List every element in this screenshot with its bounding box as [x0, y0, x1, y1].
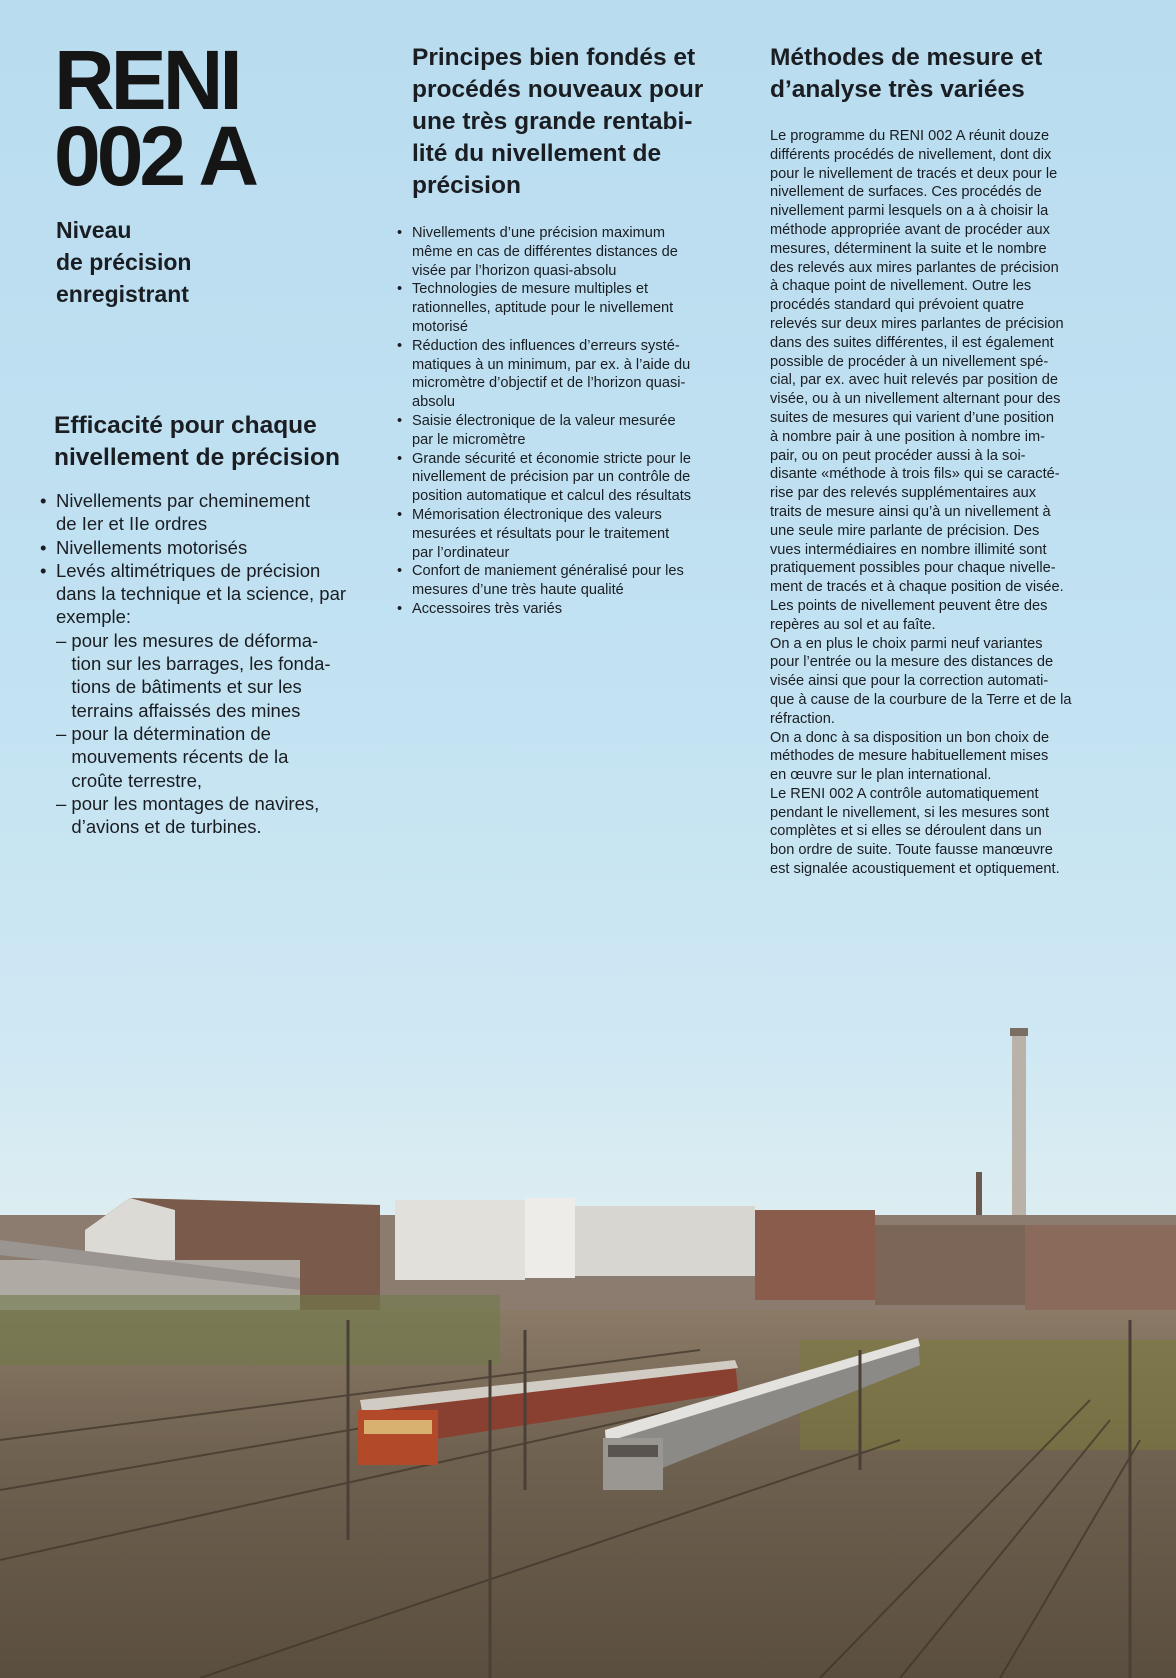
- text-line: [770, 484, 1072, 503]
- line-text: On a en plus le choix parmi neuf variantes: [770, 635, 1043, 652]
- line-text: Les points de nivellement peuvent être des: [770, 597, 1048, 614]
- title-line: 002 A: [54, 109, 256, 203]
- bullet-icon: •: [397, 412, 403, 429]
- text-line: [770, 785, 1072, 804]
- heading-line: précision: [412, 172, 521, 199]
- line-text: Levés altimétriques de précision: [56, 559, 321, 581]
- text-line: [770, 616, 1072, 635]
- line-text: tion sur les barrages, les fonda-: [56, 653, 331, 675]
- line-text: Mémorisation électronique des valeurs: [412, 506, 662, 523]
- text-line: [770, 409, 1072, 428]
- line-text: – pour les mesures de déforma-: [56, 629, 319, 651]
- line-text: en œuvre sur le plan international.: [770, 767, 992, 784]
- line-text: à chaque point de nivellement. Outre les: [770, 278, 1032, 295]
- text-line: [770, 296, 1072, 315]
- text-line: [770, 146, 1072, 165]
- section3-heading: [770, 42, 1042, 106]
- heading-line: une très grande rentabi-: [412, 108, 693, 135]
- bullet-item-line: [397, 337, 691, 356]
- text-line: [770, 841, 1072, 860]
- text-line: [770, 353, 1072, 372]
- line-text: mouvements récents de la: [56, 746, 289, 768]
- line-text: nivellement de surfaces. Ces procédés de: [770, 184, 1042, 201]
- text-line: [770, 334, 1072, 353]
- heading-line: Efficacité pour chaque: [54, 412, 317, 439]
- text-line: [770, 390, 1072, 409]
- line-text: procédés standard qui prévoient quatre: [770, 297, 1024, 314]
- text-line: [770, 522, 1072, 541]
- bullet-item-line: [397, 562, 691, 581]
- bullet-item-line: [397, 280, 691, 299]
- bullet-icon: •: [40, 559, 47, 581]
- bullet-item-line: [40, 489, 346, 512]
- line-text: différents procédés de nivellement, dont dix: [770, 146, 1052, 163]
- line-text: de Ier et IIe ordres: [56, 513, 208, 535]
- text-line: [412, 544, 691, 563]
- bullet-icon: •: [397, 225, 403, 241]
- line-text: relevés sur deux mires parlantes de précision: [770, 315, 1064, 332]
- text-line: [770, 371, 1072, 390]
- line-text: Nivellements d’une précision maximum: [412, 225, 666, 241]
- line-text: ment de tracés et à chaque position de visée.: [770, 579, 1064, 596]
- line-text: position automatique et calcul des résultats: [412, 488, 692, 505]
- line-text: est signalée acoustiquement et optiquement.: [770, 861, 1060, 878]
- text-line: [770, 653, 1072, 672]
- line-text: Confort de maniement généralisé pour les: [412, 563, 684, 580]
- line-text: pour le nivellement de tracés et deux pour le: [770, 165, 1058, 182]
- line-text: par le micromètre: [412, 431, 526, 448]
- text-line: [56, 815, 346, 838]
- bullet-item-line: [397, 450, 692, 469]
- line-text: pratiquement possibles pour chaque nivelle-: [770, 560, 1056, 577]
- text-line: [56, 582, 346, 605]
- line-text: possible de procéder à un nivellement spé-: [770, 353, 1049, 370]
- text-line: [412, 356, 691, 375]
- section2-heading: [412, 42, 703, 202]
- heading-line: Principes bien fondés et: [412, 44, 696, 71]
- line-text: nivellement de précision par un contrôle de: [412, 469, 691, 486]
- bullet-icon: •: [397, 600, 403, 617]
- bullet-item-line: [40, 536, 346, 559]
- text-line: [56, 699, 346, 722]
- line-text: On a donc à sa disposition un bon choix de: [770, 729, 1050, 746]
- bullet-icon: •: [40, 490, 47, 511]
- text-line: [770, 183, 1072, 202]
- line-text: d’avions et de turbines.: [56, 816, 262, 838]
- line-text: Nivellements motorisés: [56, 536, 248, 558]
- text-line: [770, 165, 1072, 184]
- line-text: que à cause de la courbure de la Terre et de la: [770, 691, 1072, 708]
- bullet-icon: •: [397, 506, 403, 523]
- bullet-icon: •: [397, 450, 403, 467]
- text-line: [770, 747, 1072, 766]
- line-text: Le programme du RENI 002 A réunit douze: [770, 128, 1050, 144]
- text-line: [770, 503, 1072, 522]
- text-line: [770, 729, 1072, 748]
- text-line: [770, 428, 1072, 447]
- line-text: des relevés aux mires parlantes de précision: [770, 259, 1059, 276]
- text-line: [770, 221, 1072, 240]
- text-line: [770, 447, 1072, 466]
- text-line: [412, 468, 691, 487]
- product-subtitle: [56, 214, 191, 310]
- text-line: [770, 541, 1072, 560]
- line-text: terrains affaissés des mines: [56, 699, 301, 721]
- line-text: Technologies de mesure multiples et: [412, 281, 649, 298]
- line-text: Le RENI 002 A contrôle automatiquement: [770, 785, 1039, 802]
- line-text: vues intermédiaires en nombre illimité sont: [770, 541, 1047, 558]
- line-text: tions de bâtiments et sur les: [56, 676, 302, 698]
- text-line: [56, 652, 346, 675]
- text-line: [412, 299, 691, 318]
- heading-line: nivellement de précision: [54, 444, 340, 471]
- heading-line: d’analyse très variées: [770, 76, 1025, 103]
- text-line: [770, 202, 1072, 221]
- bullet-icon: •: [397, 337, 403, 354]
- product-title: [54, 33, 256, 203]
- line-text: complètes et si elles se déroulent dans un: [770, 823, 1042, 840]
- line-text: dans la technique et la science, par: [56, 583, 347, 605]
- line-text: méthode appropriée avant de procéder aux: [770, 221, 1050, 238]
- subtitle-line: Niveau: [56, 217, 132, 243]
- text-line: [770, 822, 1072, 841]
- line-text: disante «méthode à trois fils» qui se caracté-: [770, 466, 1060, 483]
- line-text: dans des suites différentes, il est également: [770, 334, 1054, 351]
- line-text: par l’ordinateur: [412, 544, 510, 561]
- line-text: – pour les montages de navires,: [56, 792, 320, 814]
- text-line: [412, 243, 691, 262]
- line-text: croûte terrestre,: [56, 769, 202, 791]
- line-text: matiques à un minimum, par ex. à l’aide du: [412, 356, 691, 373]
- text-line: [412, 318, 691, 337]
- title-line: RENI: [54, 33, 239, 127]
- text-line: [770, 635, 1072, 654]
- bullet-item-line: [397, 224, 691, 243]
- text-line: [770, 804, 1072, 823]
- text-line: [56, 745, 346, 768]
- section1-heading: [54, 410, 340, 474]
- text-line: [770, 691, 1072, 710]
- line-text: exemple:: [56, 606, 132, 628]
- text-line: [770, 578, 1072, 597]
- line-text: absolu: [412, 394, 456, 411]
- chimney: [1012, 1028, 1026, 1238]
- line-text: mesures, déterminent la suite et le nombre: [770, 240, 1047, 257]
- line-text: Réduction des influences d’erreurs systé-: [412, 337, 680, 354]
- text-line: [770, 860, 1072, 879]
- bullet-item-line: [397, 600, 691, 619]
- section3-body: [770, 127, 1072, 879]
- text-line: [412, 374, 691, 393]
- text-line: [56, 675, 346, 698]
- line-text: pour l’entrée ou la mesure des distances de: [770, 654, 1054, 671]
- text-line: [412, 262, 691, 281]
- line-text: méthodes de mesure habituellement mises: [770, 748, 1049, 765]
- text-line: [56, 629, 346, 652]
- line-text: suites de mesures qui varient d’une position: [770, 409, 1054, 426]
- line-text: visée ainsi que pour la correction automati-: [770, 673, 1049, 690]
- line-text: pair, ou on peut procéder aussi à la soi-: [770, 447, 1026, 464]
- line-text: nivellement parmi lesquels on a à choisir la: [770, 203, 1049, 220]
- line-text: traits de mesure ainsi qu’à un nivellement à: [770, 503, 1051, 520]
- text-line: [412, 525, 691, 544]
- text-line: [56, 792, 346, 815]
- line-text: micromètre d’objectif et de l’horizon quasi-: [412, 375, 686, 392]
- line-text: mesures d’une très haute qualité: [412, 582, 624, 599]
- text-line: [412, 581, 691, 600]
- line-text: Nivellements par cheminement: [56, 490, 310, 511]
- text-line: [56, 769, 346, 792]
- bullet-item-line: [40, 559, 346, 582]
- text-line: [770, 127, 1072, 146]
- text-line: [412, 487, 691, 506]
- line-text: motorisé: [412, 318, 468, 335]
- text-line: [770, 315, 1072, 334]
- line-text: une seule mire parlante de précision. Des: [770, 522, 1040, 539]
- line-text: rise par des relevés supplémentaires aux: [770, 485, 1037, 502]
- text-line: [770, 277, 1072, 296]
- line-text: à nombre pair à une position à nombre im-: [770, 428, 1045, 445]
- text-line: [56, 512, 346, 535]
- section2-list: [397, 224, 692, 619]
- text-line: [412, 393, 691, 412]
- heading-line: Méthodes de mesure et: [770, 44, 1043, 71]
- subtitle-line: de précision: [56, 249, 192, 275]
- line-text: visée, ou à un nivellement alternant pour des: [770, 391, 1061, 408]
- text-line: [770, 766, 1072, 785]
- line-text: Grande sécurité et économie stricte pour le: [412, 450, 692, 467]
- line-text: rationnelles, aptitude pour le nivellement: [412, 300, 674, 317]
- line-text: – pour la détermination de: [56, 722, 271, 744]
- section1-list: [40, 489, 347, 838]
- bullet-item-line: [397, 506, 691, 525]
- line-text: réfraction.: [770, 710, 835, 727]
- line-text: Accessoires très variés: [412, 600, 563, 617]
- line-text: même en cas de différentes distances de: [412, 243, 678, 260]
- line-text: visée par l’horizon quasi-absolu: [412, 262, 617, 279]
- text-line: [56, 605, 346, 628]
- bullet-item-line: [397, 412, 691, 431]
- text-line: [770, 672, 1072, 691]
- text-line: [770, 465, 1072, 484]
- bullet-icon: •: [397, 281, 403, 298]
- text-line: [412, 431, 691, 450]
- line-text: repères au sol et au faîte.: [770, 616, 936, 633]
- bullet-icon: •: [40, 536, 47, 558]
- heading-line: lité du nivellement de: [412, 140, 662, 167]
- text-line: [770, 259, 1072, 278]
- heading-line: procédés nouveaux pour: [412, 76, 704, 103]
- line-text: bon ordre de suite. Toute fausse manœuvre: [770, 842, 1053, 859]
- subtitle-line: enregistrant: [56, 281, 189, 307]
- line-text: Saisie électronique de la valeur mesurée: [412, 412, 676, 429]
- text-line: [770, 559, 1072, 578]
- text-line: [56, 722, 346, 745]
- line-text: cial, par ex. avec huit relevés par position de: [770, 372, 1058, 389]
- line-text: pendant le nivellement, si les mesures sont: [770, 804, 1050, 821]
- text-line: [770, 710, 1072, 729]
- text-line: [770, 240, 1072, 259]
- railway-cityscape-photo: [0, 1020, 1176, 1678]
- line-text: mesurées et résultats pour le traitement: [412, 525, 670, 542]
- text-line: [770, 597, 1072, 616]
- bullet-icon: •: [397, 563, 403, 580]
